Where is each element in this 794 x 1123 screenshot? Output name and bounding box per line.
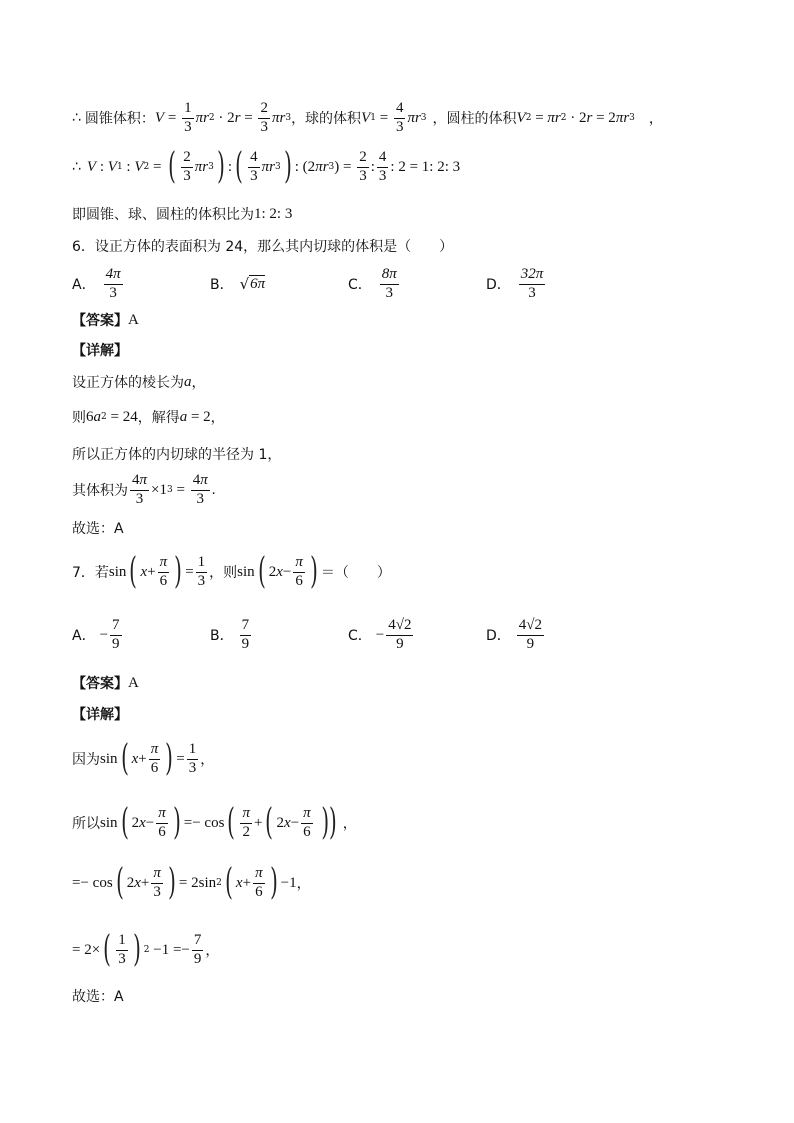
q6-option-d: D． $\frac{32\pi}{3}$	[486, 265, 544, 301]
q6-option-c: C． $\frac{8\pi}{3}$	[348, 265, 397, 301]
q7-step-4: = 2× ( $\frac{1}{3}$ ) 2 −1 =− $\frac{7}{9}$ ，	[72, 929, 220, 970]
q7-option-b: B． $\frac{7}{9}$	[210, 616, 250, 652]
q6-detail-label: 【详解】	[72, 343, 128, 359]
cone-volume-label: 圆锥体积：	[84, 111, 155, 127]
q6-step-1: 设正方体的棱长为 a ，	[72, 373, 206, 391]
question-6-stem: 6．设正方体的表面积为 24，那么其内切球的体积是（ ）	[72, 239, 454, 255]
q6-step-3: 所以正方体的内切球的半径为 1，	[72, 447, 282, 463]
volume-ratio-line: ∴ V : V 1 : V 2 = ( $\frac{2}{3}$ πr 3 ) : ( $\frac{4}{3}$ πr 3 ) : (2 πr 3 ) = $\frac{2}{3}$ : $\frac{4}{3}$ : 2 = 1: 2: 3	[72, 146, 461, 187]
volume-formulas-line: ∴ 圆锥体积： V = $\frac{1}{3}$ πr 2 · 2 r = $\frac{2}{3}$ πr 3 ，球的体积 V 1 = $\frac{4}{3}$ πr 3 ，圆柱的体积 V 2 = πr 2 · 2 r = 2 πr 3 ，	[72, 99, 663, 135]
cylinder-volume-label: ，圆柱的体积	[432, 111, 517, 127]
q7-option-c: C． − $\frac{4√2}{9}$	[348, 616, 412, 652]
q7-option-a: A． − $\frac{7}{9}$	[72, 616, 120, 652]
therefore-symbol: ∴	[72, 110, 81, 126]
q6-choose: 故选：A	[72, 521, 124, 537]
sphere-volume-label: ，球的体积	[291, 111, 362, 127]
q7-answer: 【答案】 A	[72, 674, 139, 692]
q7-step-1: 因为 sin ( x + $\frac{\pi}{6}$ ) = $\frac{1}{3}$ ，	[72, 738, 215, 779]
q6-option-b: B． √ 6π	[210, 275, 266, 293]
q7-option-d: D． $\frac{4√2}{9}$	[486, 616, 543, 652]
q6-step-2: 则 6 a 2 = 24 ，解得 a = 2 ，	[72, 408, 225, 426]
q7-step-2: 所以 sin ( 2 x − $\frac{\pi}{6}$ ) =− cos ( $\frac{\pi}{2}$ + ( 2 x − $\frac{\pi}{6}$ )) ，	[72, 802, 357, 843]
q6-option-a: A． $\frac{4\pi}{3}$	[72, 265, 121, 301]
q6-step-4: 其体积为 $\frac{4\pi}{3}$ ×1 3 = $\frac{4\pi}{3}$ .	[72, 471, 216, 507]
q7-detail-label: 【详解】	[72, 707, 128, 723]
q7-step-3: =− cos ( 2 x + $\frac{\pi}{3}$ ) = 2sin 2 ( x + $\frac{\pi}{6}$ ) −1 ，	[72, 862, 311, 903]
q6-answer: 【答案】 A	[72, 311, 139, 329]
q7-choose: 故选：A	[72, 989, 124, 1005]
question-7-stem: 7．若 sin ( x + $\frac{\pi}{6}$ ) = $\frac{1}{3}$ ，则 sin ( 2 x − $\frac{\pi}{6}$ ) ＝（ ）	[72, 551, 391, 592]
ratio-conclusion: 即圆锥、球、圆柱的体积比为 1: 2: 3	[72, 205, 293, 223]
